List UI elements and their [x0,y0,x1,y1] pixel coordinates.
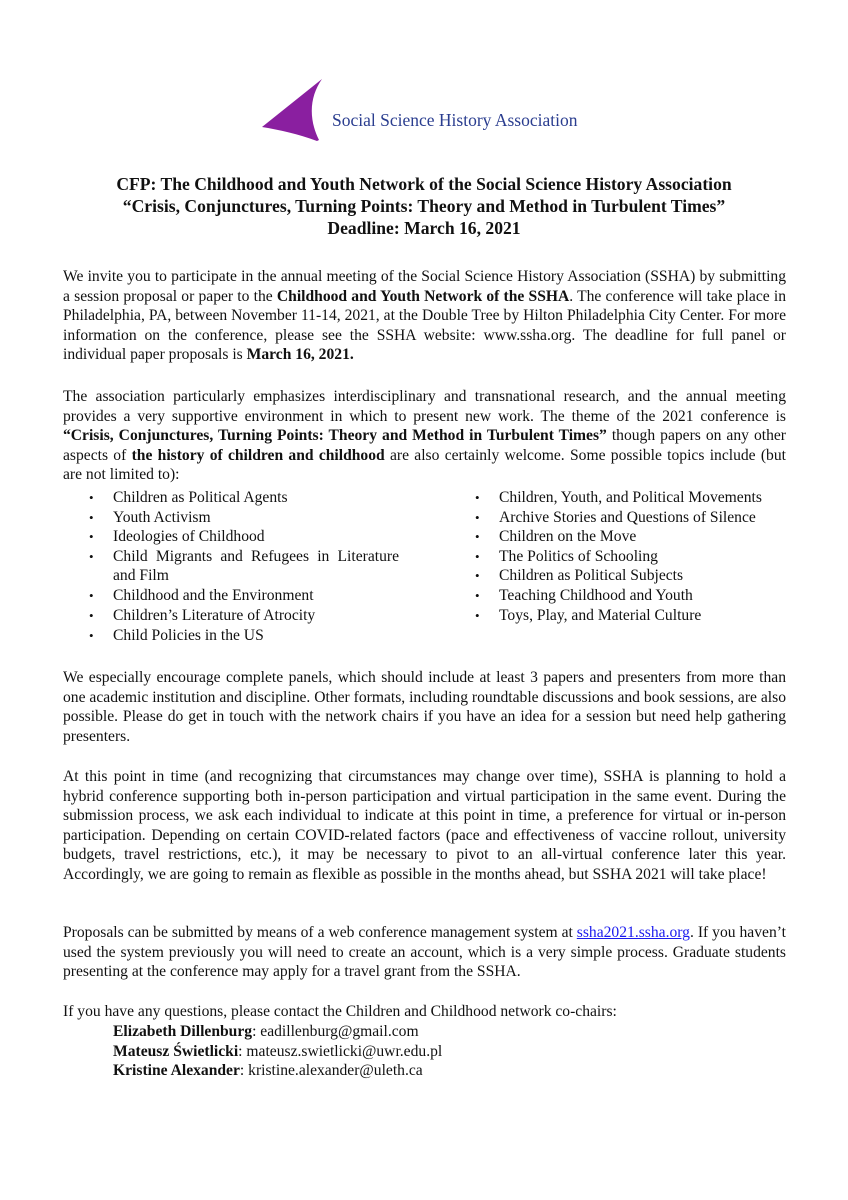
contact-name: Kristine Alexander [113,1062,240,1080]
logo-text: Social Science History Association [332,110,578,130]
theme-title: “Crisis, Conjunctures, Turning Points: Theory and Method in Turbulent Times” [63,427,607,445]
paragraph-hybrid-conference: At this point in time (and recognizing that circumstances may change over time), SSHA is planning to hold a hybrid conference supporting both in-person participation and virtual participation in the same event. During the submission process, we ask each individual to indicate at this point in time, a preference for virtual or in-person participation. Depending on certain COVID-related factors (pace and effectiveness of vaccine rollout, university budgets, travel restrictions, etc.), it may be necessary to pivot to an all-virtual conference later this year. Accordingly, we are going to remain as flexible as possible in the months ahead, but SSHA 2021 will take place! [63,768,786,883]
list-item: • Teaching Childhood and Youth [475,586,693,604]
list-item: • Toys, Play, and Material Culture [475,606,702,624]
bullet-icon: • [89,607,94,623]
ssha-logo [258,76,578,146]
bullet-icon: • [475,548,480,564]
title-line-1: CFP: The Childhood and Youth Network of the Social Science History Association [116,174,732,194]
text: are also certainly welcome. Some possible topics include (but are not limited to): [63,446,786,484]
contact-name: Elizabeth Dillenburg [113,1023,253,1040]
list-item: • The Politics of Schooling [475,547,658,565]
history-emphasis: the history of children and childhood [131,446,385,464]
bullet-icon: • [89,509,94,525]
text: . If you haven’t used the system previously you will need to create an account, which is a very simple process. Graduate students presenting at the conference may apply for a travel grant from the SSHA. [63,924,786,981]
text: The association particularly emphasizes interdisciplinary and transnational research, and the annual meeting provides a very supportive environment in which to present new work. The theme of the 2021 conference is [63,388,786,425]
document-title [40,173,808,239]
contact-entry: Kristine Alexander: kristine.alexander@uleth.ca [113,1062,423,1080]
paragraph-submission [63,923,786,982]
contacts-list [113,1022,442,1081]
list-item: • Children, Youth, and Political Movements [475,489,762,506]
contact-entry: Mateusz Świetlicki: mateusz.swietlicki@uwr.edu.pl [113,1042,443,1060]
text: though papers on any other aspects of [63,427,786,464]
bullet-icon: • [89,490,94,505]
paragraph-panels: We especially encourage complete panels, which should include at least 3 papers and presenters from more than one academic institution and discipline. Other formats, including roundtable discussions and book sessions, are also possible. Please do get in touch with the network chairs if you have an idea for a session but need help gathering presenters. [63,669,786,745]
list-item: • Youth Activism [89,508,211,526]
bullet-icon: • [475,568,480,584]
contact-email: mateusz.swietlicki@uwr.edu.pl [246,1042,443,1060]
contact-entry: Elizabeth Dillenburg: eadillenburg@gmail.com [113,1023,419,1040]
list-item: • Children on the Move [475,528,637,546]
text: . The conference will take place in Philadelphia, PA, between November 11-14, 2021, at the Double Tree by Hilton Philadelphia City Center. For more information on the conference, please see the SSHA website: www.ssha.org. The deadline for full panel or individual paper proposals is [63,287,786,364]
bullet-icon: • [475,587,480,603]
bullet-icon: • [89,548,94,564]
contact-name: Mateusz Świetlicki [113,1042,239,1060]
bullet-icon: • [475,490,480,505]
bullet-icon: • [89,529,94,545]
paragraph-theme [63,387,786,485]
paragraph-invitation [63,267,786,365]
paragraph-contact-intro: If you have any questions, please contact the Children and Childhood network co-chairs: [63,1003,617,1020]
bullet-icon: • [475,607,480,623]
text: We invite you to participate in the annual meeting of the Social Science History Association (SSHA) by submitting a session proposal or paper to the [63,268,786,305]
network-name: Childhood and Youth Network of the SSHA [276,287,570,305]
list-item: • Childhood and the Environment [89,586,314,604]
ssha-triangle-icon [258,76,328,146]
bullet-icon: • [475,509,480,525]
list-item: • Archive Stories and Questions of Silence [475,508,756,526]
list-item: • Children’s Literature of Atrocity [89,606,316,624]
contact-email: eadillenburg@gmail.com [260,1023,419,1040]
title-deadline: Deadline: March 16, 2021 [327,218,521,238]
list-item: • Child Policies in the US [89,627,264,645]
bullet-icon: • [89,587,94,603]
submission-link[interactable]: ssha2021.ssha.org [576,924,690,941]
list-item: • Children as Political Subjects [475,567,684,585]
topics-list-left [87,488,399,646]
contact-email: kristine.alexander@uleth.ca [248,1062,423,1080]
list-item: • Children as Political Agents [89,489,288,506]
deadline-date: March 16, 2021. [246,346,354,364]
list-item: • Ideologies of Childhood [89,528,265,546]
bullet-icon: • [89,628,94,644]
bullet-icon: • [475,529,480,545]
list-item: • Child Migrants and Refugees in Literature and Film [89,547,399,585]
text: Proposals can be submitted by means of a web conference management system at [63,924,577,941]
title-line-2: “Crisis, Conjunctures, Turning Points: Theory and Method in Turbulent Times” [122,196,726,216]
topics-list-right [473,488,785,625]
